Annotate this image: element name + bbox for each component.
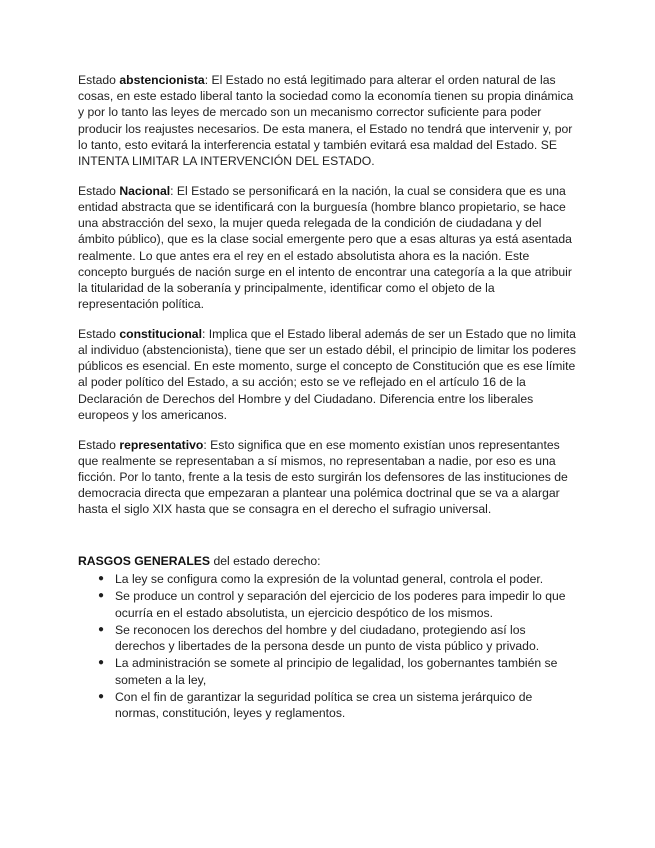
list-item-text: Se reconocen los derechos del hombre y del ciudadano, protegiendo así los derechos y libertades de la persona desde un punto de vista público y privado. — [115, 622, 540, 654]
list-item — [78, 655, 578, 687]
paragraph-prefix: Estado — [78, 326, 120, 341]
rasgos-heading-rest: del estado derecho: — [210, 554, 321, 569]
paragraph-term: abstencionista — [119, 73, 205, 87]
bullet-icon: ● — [98, 690, 105, 702]
paragraph-prefix: Estado — [78, 73, 120, 87]
paragraph-text: : Esto significa que en ese momento existían unos representantes que realmente se representaban a sí mismos, no representaban a nadie, por eso es una ficción. Por lo tanto, frente a la tesis de esto surgirán los defensores de las instituciones de democracia directa que empezaran a plantear una polémica doctrinal que se va a alargar hasta el siglo XIX hasta que se consagra en el derecho el sufragio universal. — [78, 437, 568, 517]
paragraph-text: : El Estado se personificará en la nación, la cual se considera que es una entidad abstracta que se identificará con la burguesía (hombre blanco propietario, se hace una abstracción del sexo, la mujer queda relegada de la condición de ciudadana y del ámbito público), que es la clase social emergente pero que a esas alturas ya está asentada realmente. Lo que antes era el rey en el estado absolutista ahora es la nación. Este concepto burgués de nación surge en el intento de encontrar una categoría a la que atribuir la titularidad de la soberanía y principalmente, identificar como el objeto de la representación política. — [78, 183, 572, 312]
bullet-icon: ● — [98, 573, 105, 585]
paragraph-estado-constitucional — [78, 326, 578, 423]
list-item-text: Se produce un control y separación del ejercicio de los poderes para impedir lo que ocurría en el estado absolutista, un ejercicio despótico de los mismos. — [115, 589, 566, 620]
list-item — [78, 588, 578, 620]
bullet-icon: ● — [98, 657, 105, 669]
bullet-icon: ● — [98, 590, 105, 602]
list-item — [78, 571, 578, 587]
paragraph-prefix: Estado — [78, 437, 120, 452]
rasgos-heading-bold: RASGOS GENERALES — [78, 554, 211, 569]
paragraph-estado-nacional — [78, 183, 578, 313]
document-body — [78, 72, 578, 722]
list-item — [78, 689, 578, 721]
rasgos-list — [78, 571, 578, 721]
list-item-text: La administración se somete al principio de legalidad, los gobernantes también se someten a la ley, — [115, 656, 558, 687]
rasgos-generales-heading — [78, 553, 578, 569]
paragraph-term: Nacional — [119, 183, 171, 198]
paragraph-estado-abstencionista — [78, 72, 578, 169]
list-item — [78, 622, 578, 654]
list-item-text: La ley se configura como la expresión de la voluntad general, controla el poder. — [115, 572, 544, 587]
paragraph-text: : Implica que el Estado liberal además de ser un Estado que no limita al individuo (abstencionista), tiene que ser un estado débil, el principio de limitar los poderes públicos es esencial. En este momento, surge el concepto de Constitución que es ese límite al poder político del Estado, a su acción; esto se ve reflejado en el artículo 16 de la Declaración de Derechos del Hombre y del Ciudadano. Diferencia entre los liberales europeos y los americanos. — [78, 326, 576, 422]
paragraph-prefix: Estado — [78, 183, 120, 198]
paragraph-term: representativo — [119, 437, 204, 452]
section-spacer — [78, 531, 578, 553]
list-item-text: Con el fin de garantizar la seguridad política se crea un sistema jerárquico de normas, constitución, leyes y reglamentos. — [115, 689, 533, 720]
bullet-icon: ● — [98, 623, 105, 635]
paragraph-text: : El Estado no está legitimado para alterar el orden natural de las cosas, en este estado liberal tanto la sociedad como la economía tienen su propia dinámica y por lo tanto las leyes de mercado son un mecanismo corrector suficiente para poder producir los reajustes necesarios. De esta manera, el Estado no tendrá que intervenir y, por lo tanto, esto evitará la interferencia estatal y también evitará esa maldad del Estado. SE INTENTA LIMITAR LA INTERVENCIÓN DEL ESTADO. — [78, 73, 574, 169]
paragraph-term: constitucional — [119, 326, 202, 341]
paragraph-estado-representativo — [78, 437, 578, 518]
